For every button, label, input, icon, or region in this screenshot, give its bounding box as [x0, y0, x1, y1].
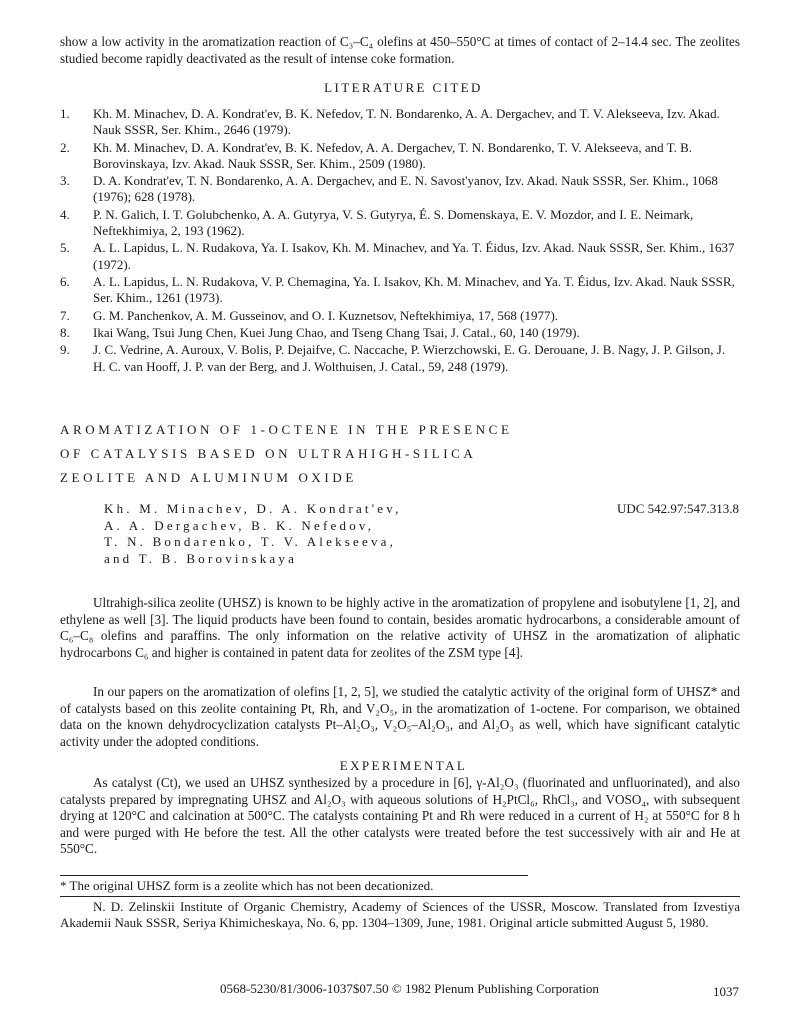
- affiliation-note: N. D. Zelinskii Institute of Organic Chemistry, Academy of Sciences of the USSR, Moscow. Translated from Izvestiya Akademii Nauk SSSR, Seriya Khimicheskaya, No. 6, pp. 1304–1309, June, 1981. Original article submitted August 5, 1980.: [60, 899, 740, 931]
- reference-text: J. C. Vedrine, A. Auroux, V. Bolis, P. Dejaifve, C. Naccache, P. Wierzchowski, E. G. Derouane, J. B. Nagy, J. P. Gilson, J. H. C. van Hooff, J. P. van der Berg, and J. Wolthuisen, J. Catal., 59, 248 (1979).: [93, 342, 726, 374]
- reference-number: 8.: [60, 324, 70, 340]
- reference-number: 3.: [60, 173, 70, 189]
- reference-item: [60, 207, 740, 239]
- reference-list: [60, 106, 740, 376]
- reference-text: Kh. M. Minachev, D. A. Kondrat'ev, B. K. Nefedov, A. A. Dergachev, T. N. Bondarenko, T. V. Alekseeva, and T. B. Borovinskaya, Izv. Akad. Nauk SSSR, Ser. Khim., 2509 (1980).: [93, 139, 693, 171]
- body-paragraph-2: In our papers on the aromatization of olefins [1, 2, 5], we studied the catalytic activity of the original form of UHSZ* and of catalysts based on this zeolite containing Pt, Rh, and V₂O₅, in the aromatization of 1-octene. For comparison, we obtained data on the known dehydrocyclization catalysts Pt–Al₂O₃, V₂O₅–Al₂O₃, and Al₂O₃ as well, which have significant catalytic activity under the adopted conditions.: [60, 684, 740, 749]
- affiliation-divider: [60, 896, 740, 897]
- author-line: T. N. Bondarenko, T. V. Alekseeva,: [104, 534, 397, 549]
- article-title-line: ZEOLITE AND ALUMINUM OXIDE: [60, 470, 357, 485]
- footnote: * The original UHSZ form is a zeolite which has not been decationized.: [60, 878, 434, 893]
- intro-paragraph: show a low activity in the aromatization reaction of C₃–C₄ olefins at 450–550°C at times of contact of 2–14.4 sec. The zeolites studied become rapidly deactivated as the result of intense coke formation.: [60, 34, 740, 66]
- literature-cited-heading: LITERATURE CITED: [324, 80, 483, 95]
- reference-item: [60, 240, 740, 272]
- article-title: [60, 418, 513, 490]
- reference-item: [60, 173, 740, 205]
- body-paragraph-1: Ultrahigh-silica zeolite (UHSZ) is known to be highly active in the aromatization of propylene and isobutylene [1, 2], and ethylene as well [3]. The liquid products have been found to contain, besides aromatic hydrocarbons, a considerable amount of C₆–C₈ olefins and paraffins. The only information on the relative activity of UHSZ in the aromatization of aliphatic hydrocarbons C₆ and higher is contained in patent data for zeolites of the ZSM type [4].: [60, 595, 740, 660]
- reference-item: [60, 342, 740, 374]
- reference-text: A. L. Lapidus, L. N. Rudakova, Ya. I. Isakov, Kh. M. Minachev, and Ya. T. Éidus, Izv. Akad. Nauk SSSR, Ser. Khim., 1637 (1972).: [93, 240, 735, 272]
- experimental-heading: EXPERIMENTAL: [339, 758, 468, 773]
- body-paragraph-3: As catalyst (Ct), we used an UHSZ synthesized by a procedure in [6], γ-Al₂O₃ (fluorinated and unfluorinated), and also catalysts prepared by impregnating UHSZ and Al₂O₃ with aqueous solutions of H₂PtCl₆, RhCl₃, and VOSO₄, with subsequent drying at 120°C and calcination at 500°C. The catalysts containing Pt and Rh were reduced in a current of H₂ at 550°C for 8 h and were purged with He before the test. All the other catalysts were treated before the test successively with air and He at 550°C.: [60, 775, 740, 856]
- article-title-line: AROMATIZATION OF 1-OCTENE IN THE PRESENCE: [60, 422, 513, 437]
- udc-code: UDC 542.97:547.313.8: [616, 501, 739, 516]
- author-line: and T. B. Borovinskaya: [104, 550, 298, 566]
- footnote-divider: [60, 875, 528, 876]
- reference-number: 5.: [60, 240, 70, 256]
- reference-number: 4.: [60, 206, 70, 222]
- reference-text: Ikai Wang, Tsui Jung Chen, Kuei Jung Chao, and Tseng Chang Tsai, J. Catal., 60, 140 (1979).: [93, 324, 580, 340]
- reference-text: Kh. M. Minachev, D. A. Kondrat'ev, B. K. Nefedov, T. N. Bondarenko, A. A. Dergachev, and T. V. Alekseeva, Izv. Akad. Nauk SSSR, Ser. Khim., 2646 (1979).: [93, 106, 720, 138]
- article-title-line: OF CATALYSIS BASED ON ULTRAHIGH-SILICA: [60, 446, 477, 461]
- reference-number: 9.: [60, 342, 70, 358]
- copyright-footer: 0568-5230/81/3006-1037$07.50 © 1982 Plenum Publishing Corporation: [220, 981, 599, 996]
- reference-number: 2.: [60, 139, 70, 155]
- author-list: [104, 501, 402, 567]
- reference-item: [60, 308, 740, 324]
- reference-number: 1.: [60, 106, 70, 121]
- page-number: 1037: [713, 984, 739, 999]
- reference-text: A. L. Lapidus, L. N. Rudakova, V. P. Chemagina, Ya. I. Isakov, Kh. M. Minachev, and Ya. T. Éidus, Izv. Akad. Nauk SSSR, Ser. Khim., 1261 (1973).: [93, 273, 735, 306]
- author-line: A. A. Dergachev, B. K. Nefedov,: [104, 517, 375, 533]
- reference-text: G. M. Panchenkov, A. M. Gusseinov, and O. I. Kuznetsov, Neftekhimiya, 17, 568 (1977).: [93, 307, 559, 323]
- reference-text: D. A. Kondrat'ev, T. N. Bondarenko, A. A. Dergachev, and E. N. Savost'yanov, Izv. Akad. Nauk SSSR, Ser. Khim., 1068 (1976); 628 (1978).: [93, 173, 718, 205]
- reference-item: [60, 325, 740, 341]
- reference-text: P. N. Galich, I. T. Golubchenko, A. A. Gutyrya, V. S. Gutyrya, É. S. Domenskaya, E. V. Mozdor, and I. E. Neimark, Neftekhimiya, 2, 193 (1962).: [93, 206, 694, 238]
- reference-item: [60, 106, 740, 138]
- reference-item: [60, 140, 740, 172]
- author-line: Kh. M. Minachev, D. A. Kondrat'ev,: [104, 501, 402, 516]
- reference-number: 7.: [60, 307, 70, 323]
- reference-item: [60, 274, 740, 306]
- reference-number: 6.: [60, 273, 70, 289]
